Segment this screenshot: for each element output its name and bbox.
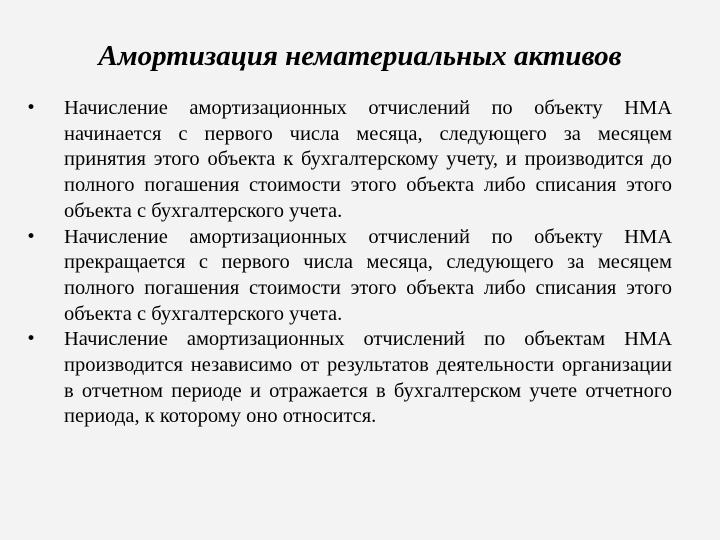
bullet-item-1 — [26, 96, 672, 225]
slide-title: Амортизация нематериальных активов — [98, 40, 622, 72]
bullet-marker-icon: • — [26, 98, 37, 118]
bullet-marker-icon: • — [26, 329, 37, 350]
bullet-text: Начисление амортизационных отчислений по объектам НМА производится независимо от результатов деятельности организации в отчетном периоде и отражается в бухгалтерском учете отчетного периода, к которому оно относится. — [64, 328, 672, 428]
bullet-item-2 — [26, 225, 672, 328]
bullet-marker-icon: • — [26, 226, 37, 247]
bullet-item-3 — [26, 327, 672, 430]
bullet-list — [26, 96, 672, 430]
bullet-text: Начисление амортизационных отчислений по объекту НМА начинается с первого числа месяца, следующего за месяцем принятия этого объекта к бухгалтерскому учету, и производится до полного погашения стоимости этого объекта либо списания этого объекта с бухгалтерского учета. — [64, 97, 672, 222]
bullet-text: Начисление амортизационных отчислений по объекту НМА прекращается с первого числа месяца, следующего за месяцем полного погашения стоимости этого объекта либо списания этого объекта с бухгалтерского учета. — [64, 225, 672, 325]
